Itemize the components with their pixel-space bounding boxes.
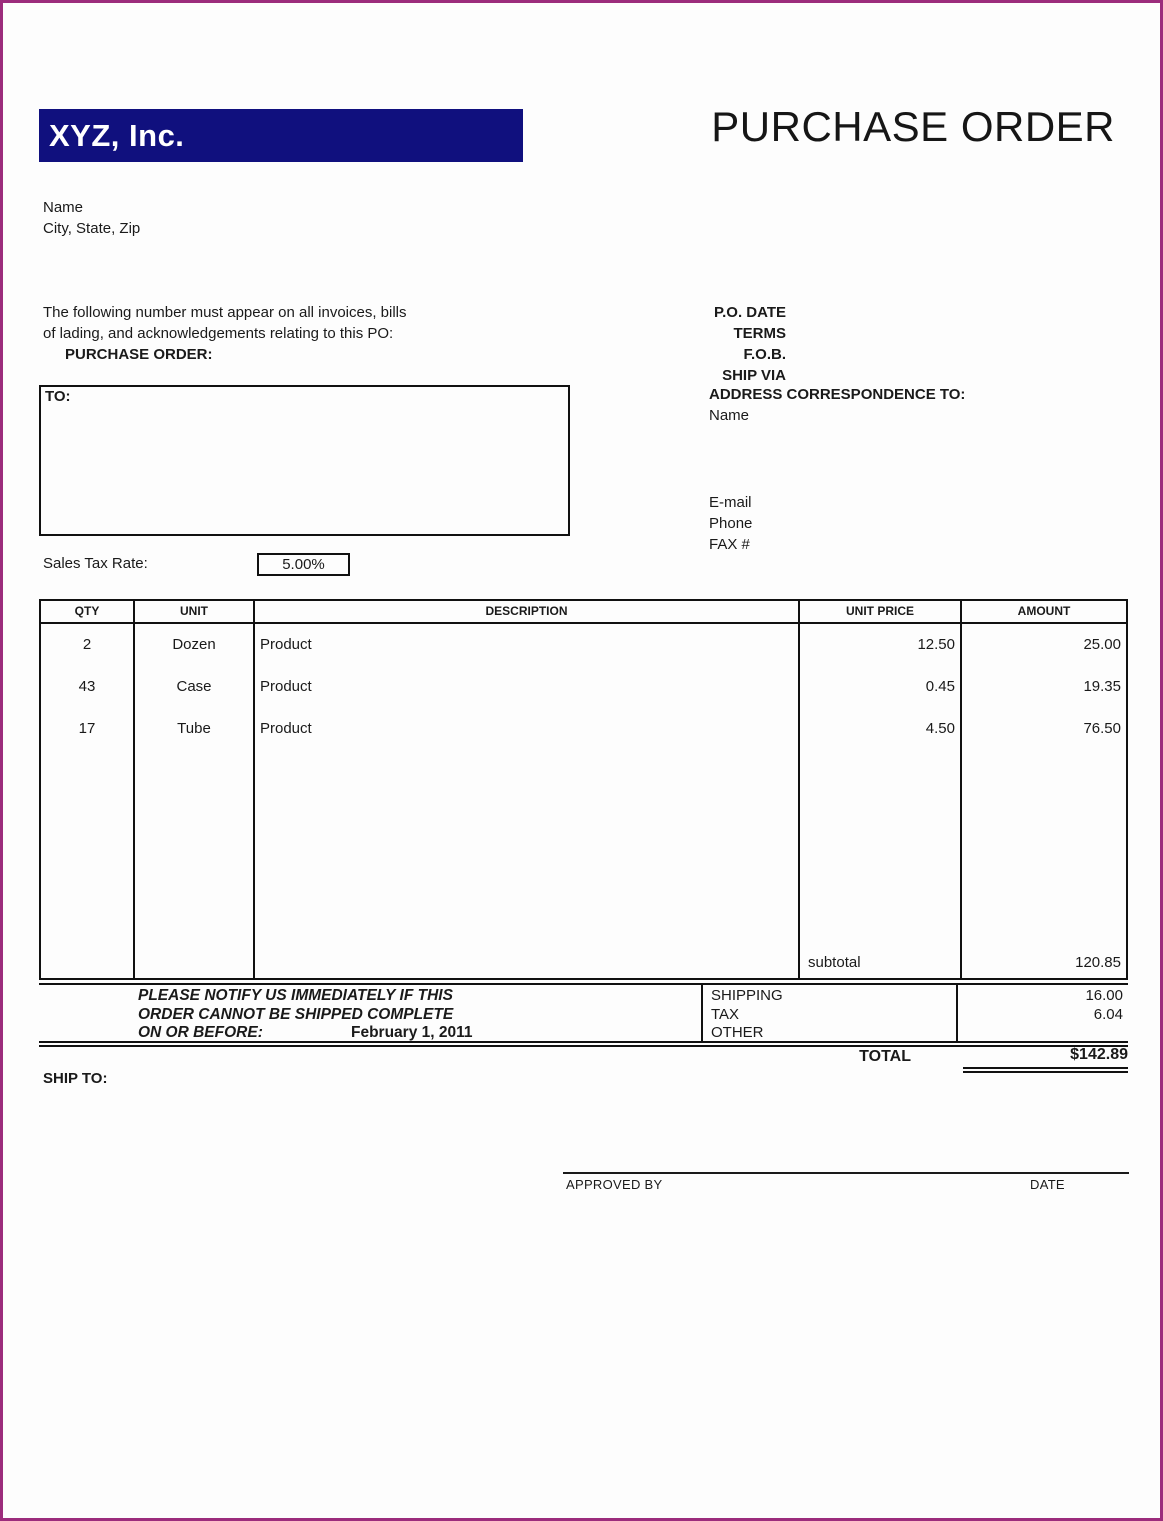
- unit-price-column: [800, 624, 962, 978]
- total-label: TOTAL: [859, 1048, 911, 1065]
- date-label: DATE: [1030, 1177, 1065, 1192]
- approved-by-label: APPROVED BY: [566, 1177, 663, 1192]
- table-cell-amount: 76.50: [1083, 720, 1121, 737]
- email-label: E-mail: [709, 494, 752, 511]
- subtotal-value: 120.85: [1075, 954, 1121, 971]
- notice-line-1: PLEASE NOTIFY US IMMEDIATELY IF THIS: [138, 987, 453, 1004]
- instruction-line-1: The following number must appear on all invoices, bills: [43, 304, 407, 321]
- company-name: XYZ, Inc.: [49, 117, 185, 153]
- sales-tax-rate-value: 5.00%: [282, 556, 325, 573]
- terms-label: TERMS: [733, 325, 786, 342]
- total-value: $142.89: [963, 1046, 1128, 1073]
- company-address-name: Name: [43, 199, 84, 216]
- fax-label: FAX #: [709, 536, 750, 553]
- description-header: DESCRIPTION: [255, 601, 800, 622]
- shipping-value: 16.00: [1085, 987, 1123, 1004]
- po-number-label: PURCHASE ORDER:: [65, 346, 213, 363]
- notice-line-3: [138, 1024, 701, 1043]
- line-items-table: [39, 599, 1128, 980]
- table-body: [41, 624, 1126, 978]
- ship-by-date: February 1, 2011: [351, 1024, 473, 1041]
- summary-values: [958, 985, 1128, 1041]
- table-cell-description: Product: [260, 636, 312, 653]
- table-cell-unit-price: 4.50: [925, 720, 955, 737]
- po-field-labels: [603, 302, 786, 386]
- tax-label: TAX: [711, 1005, 740, 1023]
- signature-line: [563, 1172, 1129, 1174]
- sales-tax-rate-label: Sales Tax Rate:: [43, 555, 148, 572]
- on-or-before-label: ON OR BEFORE:: [138, 1024, 263, 1041]
- table-cell-unit-price: 12.50: [917, 636, 955, 653]
- sales-tax-rate-input[interactable]: [257, 553, 350, 576]
- table-cell-amount: 19.35: [1083, 678, 1121, 695]
- notice-line-2: ORDER CANNOT BE SHIPPED COMPLETE: [138, 1005, 454, 1023]
- unit-column: [135, 624, 255, 978]
- table-cell-description: Product: [260, 720, 312, 737]
- table-cell-amount: 25.00: [1083, 636, 1121, 653]
- unit-header: UNIT: [135, 601, 255, 622]
- notice-summary-box: [39, 983, 1128, 1047]
- other-value: [958, 1024, 1123, 1043]
- other-label: OTHER: [711, 1024, 764, 1041]
- qty-header: QTY: [41, 601, 135, 622]
- table-cell-unit: Dozen: [172, 636, 216, 653]
- ship-via-label: SHIP VIA: [722, 367, 786, 384]
- contact-labels: [709, 492, 752, 555]
- company-address-city: City, State, Zip: [43, 220, 141, 237]
- amount-column: [962, 624, 1126, 978]
- correspondence-name: Name: [709, 407, 750, 424]
- table-cell-unit-price: 0.45: [925, 678, 955, 695]
- shipping-label: SHIPPING: [711, 987, 783, 1004]
- company-address: [43, 197, 140, 239]
- po-date-label: P.O. DATE: [714, 304, 786, 321]
- ship-to-label: SHIP TO:: [43, 1070, 108, 1087]
- table-cell-unit: Case: [176, 678, 212, 695]
- description-column: [255, 624, 800, 978]
- po-instructions: [43, 302, 407, 365]
- summary-labels: [703, 985, 958, 1041]
- company-header-bar: [39, 109, 523, 162]
- subtotal-label: subtotal: [808, 954, 861, 971]
- instruction-line-2: of lading, and acknowledgements relating to this PO:: [43, 325, 394, 342]
- amount-header: AMOUNT: [1017, 604, 1071, 618]
- fob-label: F.O.B.: [743, 346, 786, 363]
- table-cell-qty: 43: [78, 678, 96, 695]
- table-cell-qty: 17: [78, 720, 96, 737]
- table-header-row: [41, 601, 1126, 624]
- to-address-box[interactable]: [39, 385, 570, 536]
- unit-price-header: UNIT PRICE: [800, 601, 962, 622]
- tax-value: 6.04: [1093, 1005, 1123, 1023]
- table-cell-unit: Tube: [177, 720, 211, 737]
- shipping-notice: [39, 985, 703, 1041]
- phone-label: Phone: [709, 515, 753, 532]
- table-cell-qty: 2: [82, 636, 92, 653]
- to-label: TO:: [45, 388, 71, 405]
- qty-column: [41, 624, 135, 978]
- table-cell-description: Product: [260, 678, 312, 695]
- address-correspondence-label: ADDRESS CORRESPONDENCE TO:: [709, 386, 966, 403]
- document-title: PURCHASE ORDER: [711, 103, 1115, 150]
